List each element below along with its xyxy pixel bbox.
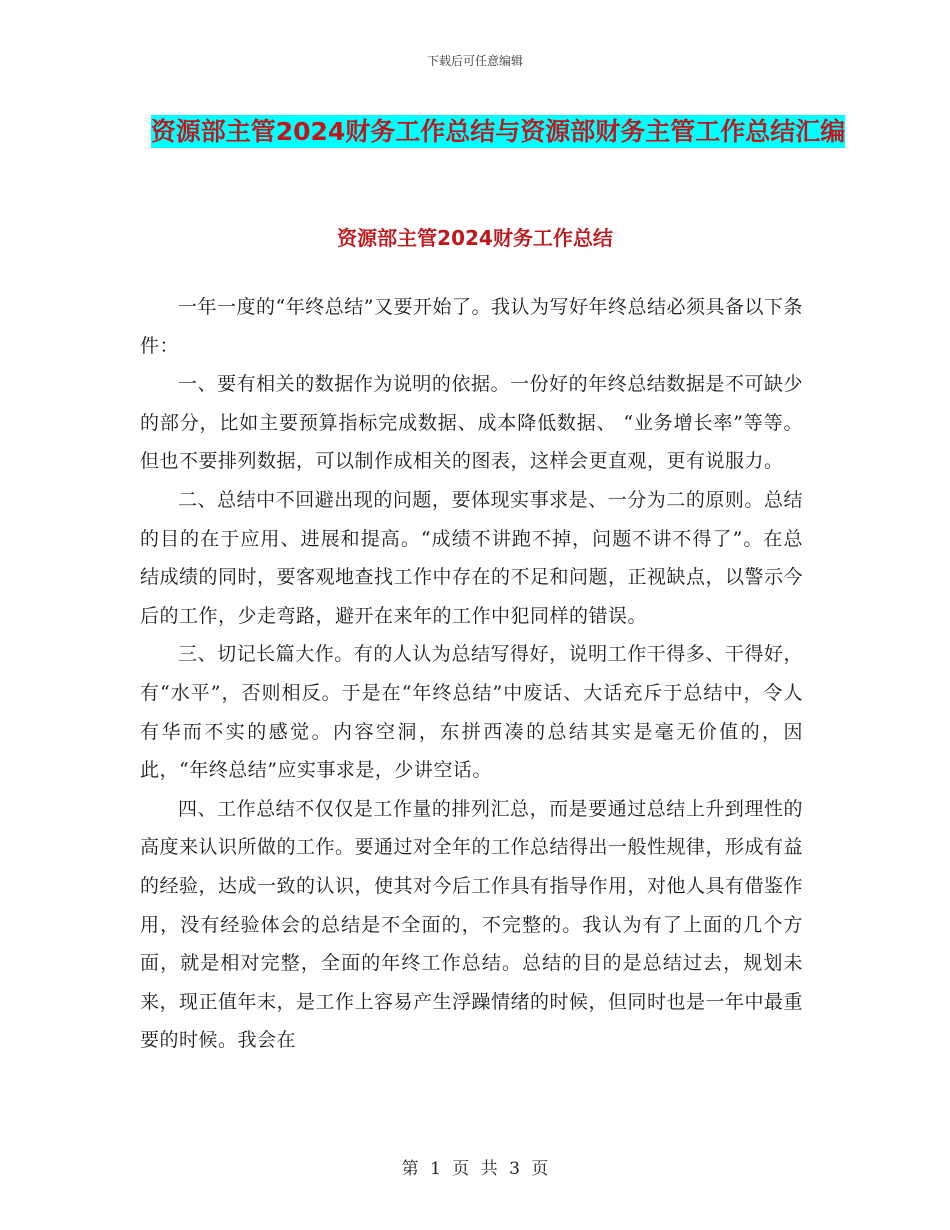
paragraph: 三、切记长篇大作。有的人认为总结写得好，说明工作干得多、干得好，有“水平”，否则相反。于是在“年终总结”中废话、大话充斥于总结中，令人有华而不实的感觉。内容空洞，东拼西凑的总结其实是毫无价值的，因此，“年终总结”应实事求是，少讲空话。 [140,643,803,782]
page-footer: 第 1 页 共 3 页 [401,1159,549,1179]
paragraph: 一年一度的“年终总结”又要开始了。我认为写好年终总结必须具备以下条件： [140,296,803,357]
document-title [140,110,856,154]
section-title: 资源部主管2024财务工作总结 [337,226,613,250]
paragraph: 二、总结中不回避出现的问题，要体现实事求是、一分为二的原则。总结的目的在于应用、进展和提高。“成绩不讲跑不掉，问题不讲不得了”。在总结成绩的同时，要客观地查找工作中存在的不足和问题，正视缺点，以警示今后的工作，少走弯路，避开在来年的工作中犯同样的错误。 [140,488,804,627]
document-title-text: 资源部主管2024财务工作总结与资源部财务主管工作总结汇编 [150,117,846,146]
header-note: 下载后可任意编辑 [426,54,523,68]
document-body [140,288,803,1060]
paragraph: 四、工作总结不仅仅是工作量的排列汇总，而是要通过总结上升到理性的高度来认识所做的工作。要通过对全年的工作总结得出一般性规律，形成有益的经验，达成一致的认识，使其对今后工作具有指导作用，对他人具有借鉴作用，没有经验体会的总结是不全面的，不完整的。我认为有了上面的几个方面，就是相对完整，全面的年终工作总结。总结的目的是总结过去，规划未来，现正值年末，是工作上容易产生浮躁情绪的时候，但同时也是一年中最重要的时候。我会在 [140,797,804,1052]
paragraph: 一、要有相关的数据作为说明的依据。一份好的年终总结数据是不可缺少的部分，比如主要预算指标完成数据、成本降低数据、 “业务增长率”等等。但也不要排列数据，可以制作成相关的图表，这样会更直观，更有说服力。 [140,373,803,473]
